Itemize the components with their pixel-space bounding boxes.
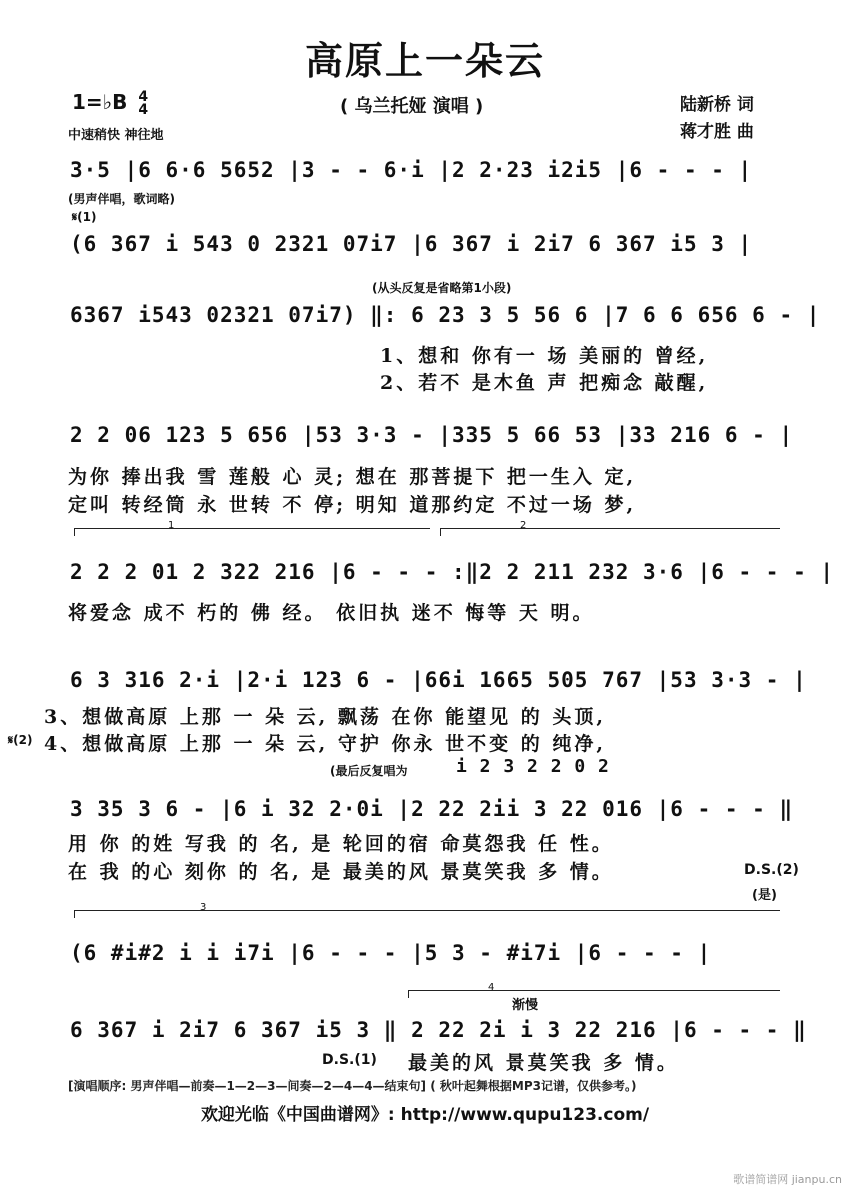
slow-down-mark: 渐慢 bbox=[512, 998, 539, 1013]
lyric-verse3-line1: 3、想做高原 上那 一 朵 云, 飘荡 在你 能望见 的 头顶, bbox=[44, 706, 606, 728]
segno-1-mark: 𝄋(1) bbox=[72, 210, 97, 224]
song-title: 高原上一朵云 bbox=[304, 38, 545, 83]
ds-1-mark: D.S.(1) bbox=[322, 1052, 377, 1068]
score-row-9: 6 367 i 2i7 6 367 i5 3 ‖ 2 22 2i i 3 22 216 |6 - - - ‖ bbox=[70, 1018, 807, 1042]
volta-1-line bbox=[74, 528, 430, 529]
score-row-5: 2 2 2 01 2 322 216 |6 - - - :‖2 2 211 232 3·6 |6 - - - | bbox=[70, 560, 835, 584]
site-welcome: 欢迎光临《中国曲谱网》: http://www.qupu123.com/ bbox=[200, 1105, 650, 1125]
lyric-verse4-line1: 4、想做高原 上那 一 朵 云, 守护 你永 世不变 的 纯净, bbox=[44, 733, 606, 755]
volta-3-line bbox=[74, 910, 780, 911]
lyric-verse2-line2: 定叫 转经筒 永 世转 不 停; 明知 道那约定 不过一场 梦, bbox=[68, 494, 637, 516]
volta-4-label: 4 bbox=[488, 982, 495, 993]
volta-2-line bbox=[440, 528, 780, 529]
lyric-verse1-line2: 为你 捧出我 雪 莲般 心 灵; 想在 那菩提下 把一生入 定, bbox=[68, 466, 637, 488]
volta-2-label: 2 bbox=[520, 520, 527, 531]
score-row-4: 2 2 06 123 5 656 |53 3·3 - |335 5 66 53 |33 216 6 - | bbox=[70, 423, 794, 447]
time-signature bbox=[138, 88, 149, 118]
volta-3-tick bbox=[74, 910, 75, 918]
score-row-3: 6367 i543 02321 07i7) ‖: 6 23 3 5 56 6 |7 6 6 656 6 - | bbox=[70, 303, 821, 327]
lyric-line3: 将爱念 成不 朽的 佛 经。 依旧执 迷不 悔等 天 明。 bbox=[68, 602, 595, 624]
ds-2-mark: D.S.(2) bbox=[744, 862, 799, 878]
key-signature bbox=[72, 90, 148, 117]
repeat-instruction: (从头反复是省略第1小段) bbox=[372, 281, 512, 295]
volta-2-tick bbox=[440, 528, 441, 536]
ds-2-yes: (是) bbox=[752, 888, 777, 903]
score-row-6: 6 3 316 2·i |2·i 123 6 - |66i 1665 505 767 |53 3·3 - | bbox=[70, 668, 807, 692]
time-bottom: 4 bbox=[138, 101, 149, 118]
last-repeat-notes: i 2 3 2 2 0 2 bbox=[456, 756, 610, 777]
lyric-verse3-line2: 用 你 的姓 写我 的 名, 是 轮回的宿 命莫怨我 任 性。 bbox=[68, 833, 614, 855]
time-top: 4 bbox=[138, 88, 149, 105]
singer-subtitle: ( 乌兰托娅 演唱 ) bbox=[340, 96, 484, 117]
last-repeat-note: (最后反复唱为 bbox=[330, 764, 408, 778]
score-row-8: (6 #i#2 i i i7i |6 - - - |5 3 - #i7i |6 - - - | bbox=[70, 941, 712, 965]
volta-1-tick bbox=[74, 528, 75, 536]
score-row-7: 3 35 3 6 - |6 i 32 2·0i |2 22 2ii 3 22 016 |6 - - - ‖ bbox=[70, 797, 794, 821]
key-text: 1=♭B bbox=[72, 90, 128, 114]
lyricist-credit: 陆新桥 词 bbox=[680, 95, 754, 115]
performance-order: [演唱顺序: 男声伴唱—前奏—1—2—3—间奏—2—4—4—结束句] ( 秋叶起舞根据MP3记谱，仅供参考。) bbox=[68, 1079, 637, 1093]
male-backing-note: (男声伴唱，歌词略) bbox=[68, 192, 175, 206]
score-row-1: 3·5 |6 6·6 5652 |3 - - 6·i |2 2·23 i2i5 |6 - - - | bbox=[70, 158, 753, 182]
lyric-verse1-line1: 1、想和 你有一 场 美丽的 曾经, bbox=[380, 345, 709, 367]
volta-3-label: 3 bbox=[200, 902, 207, 913]
volta-1-label: 1 bbox=[168, 520, 175, 531]
watermark: 歌谱简谱网 jianpu.cn bbox=[733, 1173, 842, 1186]
segno-2-mark: 𝄋(2) bbox=[8, 733, 33, 747]
lyric-ending: 最美的风 景莫笑我 多 情。 bbox=[408, 1052, 679, 1074]
score-row-2: (6 367 i 543 0 2321 07i7 |6 367 i 2i7 6 367 i5 3 | bbox=[70, 232, 753, 256]
tempo-marking: 中速稍快 神往地 bbox=[68, 128, 164, 143]
volta-4-tick bbox=[408, 990, 409, 998]
lyric-verse4-line2: 在 我 的心 刻你 的 名, 是 最美的风 景莫笑我 多 情。 bbox=[68, 861, 614, 883]
lyric-verse2-line1: 2、若不 是木鱼 声 把痴念 敲醒, bbox=[380, 372, 709, 394]
volta-4-line bbox=[408, 990, 780, 991]
composer-credit: 蒋才胜 曲 bbox=[680, 122, 754, 142]
